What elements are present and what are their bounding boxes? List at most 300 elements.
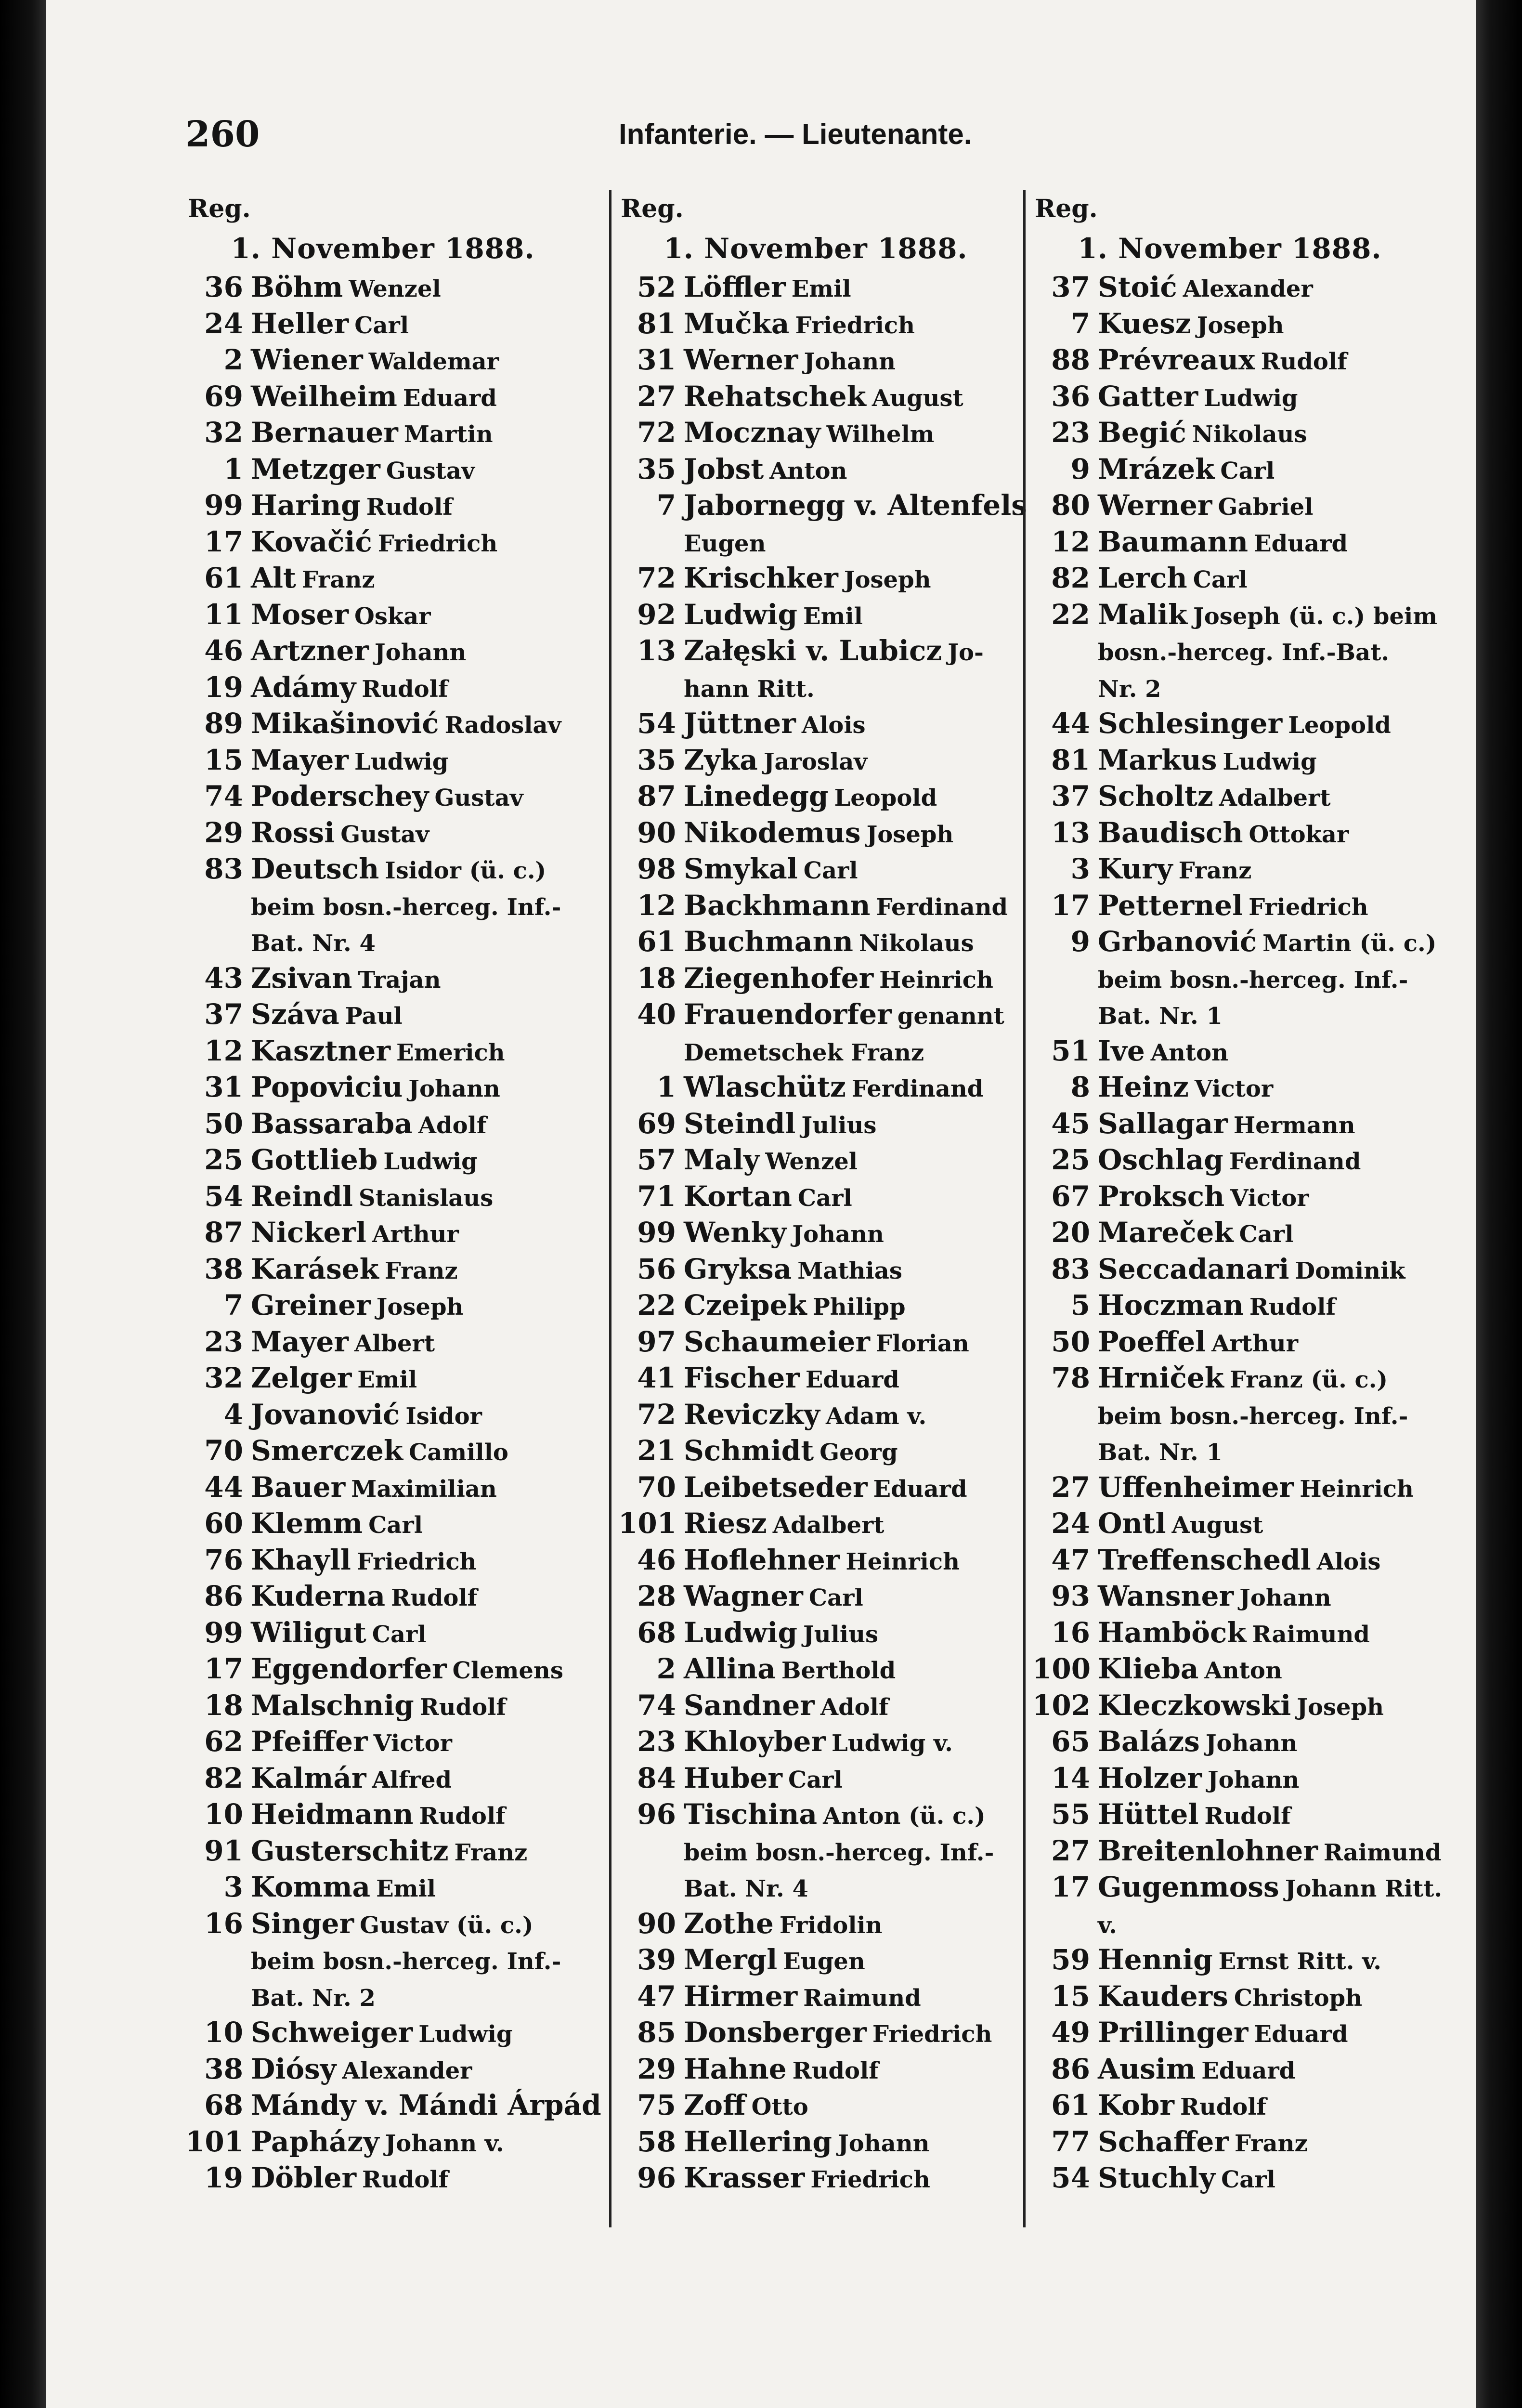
regiment-number: 19 [204, 670, 243, 704]
surname: Smerczek [251, 1434, 403, 1467]
surname: Sallagar [1098, 1107, 1228, 1140]
regiment-number: 35 [637, 452, 676, 485]
surname: Khayll [251, 1543, 351, 1576]
regiment-number: 84 [637, 1761, 676, 1794]
surname: Mocznay [684, 416, 821, 449]
surname: Heinz [1098, 1071, 1189, 1103]
regiment-number: 18 [637, 961, 676, 995]
given-name: Carl [368, 1512, 423, 1539]
surname: Löffler [684, 271, 786, 303]
surname: Reindl [251, 1179, 353, 1213]
regiment-number: 37 [1051, 780, 1090, 812]
surname: Moser [251, 598, 349, 631]
officer-entry [185, 669, 580, 706]
surname: Fischer [684, 1361, 800, 1394]
officer-entry [618, 1688, 1013, 1724]
surname: Heller [251, 307, 349, 340]
entry-continuation [618, 524, 1013, 561]
surname: Mayer [251, 1325, 349, 1358]
officer-entry [185, 1615, 580, 1651]
given-name: Ferdinand [1229, 1148, 1361, 1175]
regiment-number: 50 [1051, 1325, 1090, 1358]
given-name: Johann v. [385, 2130, 504, 2157]
surname: Maly [684, 1143, 760, 1176]
regiment-number: 37 [204, 998, 243, 1031]
given-name: Ludwig v. [832, 1730, 953, 1757]
entry-continuation [1032, 996, 1427, 1033]
entry-continuation [1032, 1397, 1427, 1433]
entry-continuation [1032, 1433, 1427, 1469]
regiment-number: 100 [1032, 1652, 1091, 1685]
regiment-number: 2 [656, 1652, 676, 1685]
surname: Mučka [684, 307, 790, 340]
entry-list [185, 269, 601, 2197]
continuation-text: Demetschek Franz [684, 1039, 924, 1066]
regiment-number: 24 [1051, 1507, 1090, 1540]
officer-entry [618, 1360, 1013, 1397]
entry-continuation [185, 1978, 580, 2015]
officer-entry [1032, 1651, 1427, 1688]
regiment-number: 1 [656, 1071, 676, 1103]
surname: Leibetseder [684, 1470, 868, 1504]
given-name: Emil [803, 602, 863, 630]
regiment-number: 25 [204, 1143, 243, 1176]
given-name: Carl [803, 857, 858, 884]
given-name: Rudolf [1249, 1294, 1336, 1321]
regiment-number: 22 [1051, 598, 1090, 631]
given-name: Wenzel [349, 275, 441, 302]
surname: Döbler [251, 2161, 357, 2194]
surname: Hellering [684, 2125, 832, 2158]
officer-entry [185, 415, 580, 451]
officer-entry [618, 2087, 1013, 2124]
given-name: Albert [354, 1330, 435, 1357]
surname: Mrázek [1098, 452, 1215, 485]
regiment-number: 17 [204, 1652, 243, 1685]
officer-entry [185, 633, 580, 669]
officer-entry [618, 960, 1013, 997]
given-name: Berthold [781, 1657, 896, 1684]
surname: Jüttner [684, 707, 796, 740]
officer-entry [618, 2051, 1013, 2088]
surname: Krasser [684, 2161, 805, 2194]
given-name: genannt [897, 1003, 1004, 1030]
given-name: Johann [804, 348, 896, 375]
surname: Oschlag [1098, 1143, 1223, 1176]
officer-entry [1032, 1178, 1427, 1215]
surname: Donsberger [684, 2016, 867, 2049]
given-name: Emil [357, 1366, 417, 1393]
given-name: Victor [1230, 1184, 1309, 1212]
given-name: Carl [797, 1184, 852, 1212]
surname: Stuchly [1098, 2161, 1216, 2194]
surname: Kovačić [251, 525, 372, 558]
regiment-number: 54 [204, 1179, 243, 1213]
officer-entry [1032, 1615, 1427, 1651]
surname: Malschnig [251, 1688, 414, 1722]
surname: Kobr [1098, 2089, 1174, 2121]
regiment-number: 12 [204, 1034, 243, 1067]
officer-entry [185, 1215, 580, 1251]
regiment-number: 18 [204, 1688, 243, 1722]
regiment-number: 19 [204, 2161, 243, 2194]
officer-entry [185, 1796, 580, 1833]
surname: Reviczky [684, 1398, 820, 1431]
officer-entry [185, 379, 580, 415]
given-name: Friedrich [377, 530, 498, 557]
given-name: Leopold [834, 785, 937, 811]
officer-entry [185, 342, 580, 379]
given-name: August [1171, 1512, 1263, 1539]
given-name: Florian [875, 1330, 969, 1357]
surname: Smykal [684, 852, 798, 885]
page-number: 260 [185, 114, 260, 155]
officer-entry [618, 451, 1013, 488]
surname: Proksch [1098, 1179, 1225, 1213]
officer-entry [618, 706, 1013, 742]
regiment-number: 93 [1051, 1580, 1090, 1612]
given-name: Gabriel [1218, 494, 1314, 521]
surname: Baudisch [1098, 816, 1243, 849]
book-page [46, 0, 1476, 2408]
given-name: Fridolin [779, 1911, 883, 1939]
given-name: Johann [374, 639, 467, 666]
given-name: Clemens [452, 1657, 563, 1684]
surname: Begić [1098, 416, 1186, 449]
officer-entry [1032, 560, 1427, 597]
officer-entry [185, 1651, 580, 1688]
regiment-number: 31 [637, 343, 676, 376]
officer-entry [618, 1069, 1013, 1106]
given-name: Johann [1205, 1730, 1298, 1757]
regiment-number: 68 [637, 1616, 676, 1649]
officer-entry [1032, 706, 1427, 742]
given-name: Rudolf [1180, 2094, 1267, 2120]
regiment-number: 39 [637, 1943, 676, 1976]
officer-entry [185, 1069, 580, 1106]
regiment-number: 99 [204, 1616, 243, 1649]
given-name: Ottokar [1249, 821, 1349, 848]
officer-entry [618, 1251, 1013, 1288]
officer-entry [185, 742, 580, 779]
surname: Hrniček [1098, 1361, 1224, 1394]
given-name: Emerich [396, 1039, 505, 1066]
given-name: Leopold [1288, 712, 1391, 739]
surname: Sandner [684, 1688, 815, 1722]
officer-entry [618, 778, 1013, 815]
given-name: Franz [454, 1839, 528, 1866]
officer-entry [618, 415, 1013, 451]
regiment-number: 45 [1051, 1107, 1090, 1140]
regiment-number: 44 [1051, 707, 1090, 740]
regiment-number: 37 [1051, 271, 1090, 303]
regiment-number: 68 [204, 2089, 243, 2121]
surname: Markus [1098, 743, 1217, 776]
column-3 [1023, 190, 1443, 2227]
given-name: Gustav [434, 785, 523, 811]
officer-entry [1032, 1978, 1427, 2015]
surname: Huber [684, 1761, 782, 1794]
officer-entry [1032, 306, 1427, 342]
officer-entry [1032, 379, 1427, 415]
officer-entry [618, 1469, 1013, 1506]
surname: Diósy [251, 2052, 337, 2085]
given-name: Gustav [340, 821, 429, 848]
officer-entry [618, 1324, 1013, 1361]
regiment-number: 91 [204, 1834, 243, 1867]
regiment-number: 70 [637, 1470, 676, 1504]
regiment-number: 36 [204, 271, 243, 303]
surname: Klieba [1098, 1652, 1199, 1685]
regiment-number: 17 [204, 525, 243, 558]
officer-entry [618, 1724, 1013, 1760]
surname: Hüttel [1098, 1798, 1199, 1831]
entry-continuation [1032, 1906, 1427, 1942]
regiment-number: 67 [1051, 1179, 1090, 1213]
officer-entry [185, 1833, 580, 1870]
surname: Karásek [251, 1252, 379, 1285]
regiment-number: 10 [204, 1798, 243, 1831]
regiment-number: 9 [1070, 452, 1090, 485]
column-1 [185, 190, 601, 2227]
given-name: Adalbert [1219, 785, 1331, 811]
regiment-number: 61 [1051, 2089, 1090, 2121]
officer-entry [1032, 1760, 1427, 1797]
officer-entry [1032, 2015, 1427, 2051]
regiment-number: 81 [637, 307, 676, 340]
regiment-number: 86 [1051, 2052, 1090, 2085]
officer-entry [618, 1542, 1013, 1579]
given-name: Rudolf [366, 494, 453, 521]
surname: Kuderna [251, 1580, 386, 1612]
officer-entry [1032, 1324, 1427, 1361]
officer-entry [1032, 815, 1427, 851]
surname: Kuesz [1098, 307, 1191, 340]
entry-continuation [185, 924, 580, 960]
given-name: Nikolaus [859, 930, 974, 957]
officer-entry [185, 1287, 580, 1324]
given-name: Eduard [873, 1475, 967, 1503]
officer-entry [618, 379, 1013, 415]
given-name: Ludwig [418, 2021, 513, 2048]
surname: Backhmann [684, 889, 871, 922]
surname: Allina [684, 1652, 776, 1685]
surname: Jobst [684, 452, 764, 485]
regiment-number: 49 [1051, 2016, 1090, 2049]
surname: Gatter [1098, 380, 1198, 413]
regiment-number: 12 [637, 889, 676, 922]
surname: Czeipek [684, 1289, 807, 1322]
given-name: Rudolf [1261, 348, 1347, 375]
regiment-number: 23 [204, 1325, 243, 1358]
column-date: 1. November 1888. [231, 232, 535, 265]
given-name: Johann [1239, 1584, 1331, 1611]
given-name: Franz (ü. c.) [1229, 1366, 1388, 1393]
officer-entry [1032, 1360, 1427, 1397]
surname: Greiner [251, 1289, 371, 1322]
surname: Eggendorfer [251, 1652, 447, 1685]
officer-entry [1032, 2124, 1427, 2160]
given-name: Jaroslav [763, 748, 868, 775]
surname: Wlaschütz [684, 1071, 846, 1103]
officer-entry [185, 2160, 580, 2197]
officer-entry [1032, 451, 1427, 488]
surname: Baumann [1098, 525, 1249, 558]
officer-entry [1032, 1251, 1427, 1288]
officer-entry [185, 851, 580, 888]
regiment-number: 5 [1070, 1289, 1090, 1322]
regiment-number: 7 [1070, 307, 1090, 340]
surname: Mándy v. Mándi Árpád [251, 2089, 601, 2121]
officer-entry [185, 1542, 580, 1579]
officer-entry [618, 597, 1013, 633]
column-date: 1. November 1888. [663, 232, 968, 265]
given-name: Raimund [803, 1984, 921, 2012]
regiment-number: 17 [1051, 1871, 1090, 1903]
officer-entry [1032, 778, 1427, 815]
surname: Krischker [684, 562, 838, 594]
surname: Ludwig [684, 1616, 798, 1649]
continuation-text: Eugen [684, 530, 766, 557]
regiment-number: 69 [637, 1107, 676, 1140]
surname: Schmidt [684, 1434, 814, 1467]
officer-entry [618, 1796, 1013, 1833]
given-name: Carl [788, 1766, 843, 1793]
given-name: Waldemar [368, 348, 499, 375]
officer-entry [185, 2087, 601, 2124]
given-name: Raimund [1323, 1839, 1442, 1866]
surname: Száva [251, 998, 339, 1031]
regiment-number: 80 [1051, 489, 1090, 522]
given-name: Ludwig [354, 748, 449, 775]
given-name: Rudolf [1204, 1803, 1291, 1830]
regiment-number: 99 [204, 489, 243, 522]
given-name: Ferdinand [851, 1075, 984, 1102]
officer-entry [185, 1142, 580, 1178]
given-name: Friedrich [795, 312, 915, 339]
entry-continuation [618, 1033, 1013, 1070]
given-name: Friedrich [356, 1548, 477, 1575]
officer-entry [1032, 1942, 1427, 1978]
regiment-number: 1 [223, 452, 243, 485]
surname: Kalmár [251, 1761, 366, 1794]
given-name: Carl [1220, 457, 1275, 484]
officer-entry [1032, 742, 1427, 779]
officer-entry [618, 560, 1013, 597]
regiment-number: 47 [1051, 1543, 1090, 1576]
officer-entry [1032, 1069, 1427, 1106]
continuation-text: Bat. Nr. 2 [251, 1984, 376, 2012]
regiment-number: 20 [1051, 1216, 1090, 1249]
given-name: Alfred [372, 1766, 452, 1793]
regiment-number: 86 [204, 1580, 243, 1612]
officer-entry [1032, 1688, 1427, 1724]
regiment-number: 89 [204, 707, 243, 740]
regiment-number: 46 [204, 634, 243, 667]
given-name: Joseph [866, 821, 954, 848]
officer-entry [1032, 1469, 1427, 1506]
officer-entry [185, 1760, 580, 1797]
surname: Papházy [251, 2125, 379, 2158]
officer-entry [185, 560, 580, 597]
regiment-number: 102 [1032, 1688, 1091, 1722]
surname: Zothe [684, 1907, 774, 1940]
regiment-number: 9 [1070, 925, 1090, 958]
given-name: Ludwig [1223, 748, 1317, 775]
surname: Stoić [1098, 271, 1177, 303]
officer-entry [618, 342, 1013, 379]
surname: Jovanović [251, 1398, 400, 1431]
officer-entry [618, 2015, 1013, 2051]
surname: Klemm [251, 1507, 363, 1540]
officer-entry [185, 960, 580, 997]
surname: Tischina [684, 1798, 818, 1831]
surname: Poderschey [251, 780, 429, 812]
given-name: Isidor [405, 1402, 482, 1430]
surname: Schlesinger [1098, 707, 1283, 740]
surname: Bernauer [251, 416, 398, 449]
officer-entry [185, 1433, 580, 1469]
surname: Deutsch [251, 852, 379, 885]
given-name: Rudolf [362, 675, 448, 703]
given-name: Paul [345, 1003, 403, 1030]
officer-entry [618, 1215, 1013, 1251]
officer-entry [1032, 415, 1427, 451]
surname: Buchmann [684, 925, 853, 958]
regiment-number: 87 [204, 1216, 243, 1249]
officer-entry [618, 1505, 1013, 1542]
surname: Hamböck [1098, 1616, 1247, 1649]
surname: Ziegenhofer [684, 961, 874, 995]
regiment-number: 96 [637, 1798, 676, 1831]
regiment-number: 29 [637, 2052, 676, 2085]
given-name: Carl [1193, 566, 1248, 593]
officer-entry [618, 888, 1013, 924]
regiment-number: 74 [637, 1688, 676, 1722]
officer-entry [185, 269, 580, 306]
officer-entry [618, 269, 1013, 306]
regiment-number: 85 [637, 2016, 676, 2049]
given-name: Isidor (ü. c.) [385, 857, 546, 884]
regiment-number: 28 [637, 1580, 676, 1612]
regiment-number: 88 [1051, 343, 1090, 376]
officer-entry [1032, 1033, 1427, 1070]
given-name: Franz [384, 1257, 458, 1284]
given-name: Carl [1221, 2166, 1275, 2193]
officer-entry [1032, 269, 1427, 306]
entry-continuation [1032, 633, 1427, 669]
officer-entry [1032, 1724, 1427, 1760]
given-name: Adolf [418, 1112, 487, 1139]
reg-label: Reg. [621, 194, 684, 223]
officer-entry [1032, 524, 1427, 561]
regiment-number: 27 [1051, 1470, 1090, 1504]
regiment-number: 13 [1051, 816, 1090, 849]
surname: Zoff [684, 2089, 746, 2121]
regiment-number: 82 [204, 1761, 243, 1794]
regiment-number: 60 [204, 1507, 243, 1540]
surname: Gottlieb [251, 1143, 378, 1176]
surname: Prévreaux [1098, 343, 1255, 376]
officer-entry [185, 306, 580, 342]
regiment-number: 3 [223, 1871, 243, 1903]
surname: Uffenheimer [1098, 1470, 1294, 1504]
surname: Schaffer [1098, 2125, 1229, 2158]
given-name: Wilhelm [826, 421, 935, 448]
officer-entry [185, 2051, 580, 2088]
officer-entry [618, 1760, 1013, 1797]
regiment-number: 43 [204, 961, 243, 995]
